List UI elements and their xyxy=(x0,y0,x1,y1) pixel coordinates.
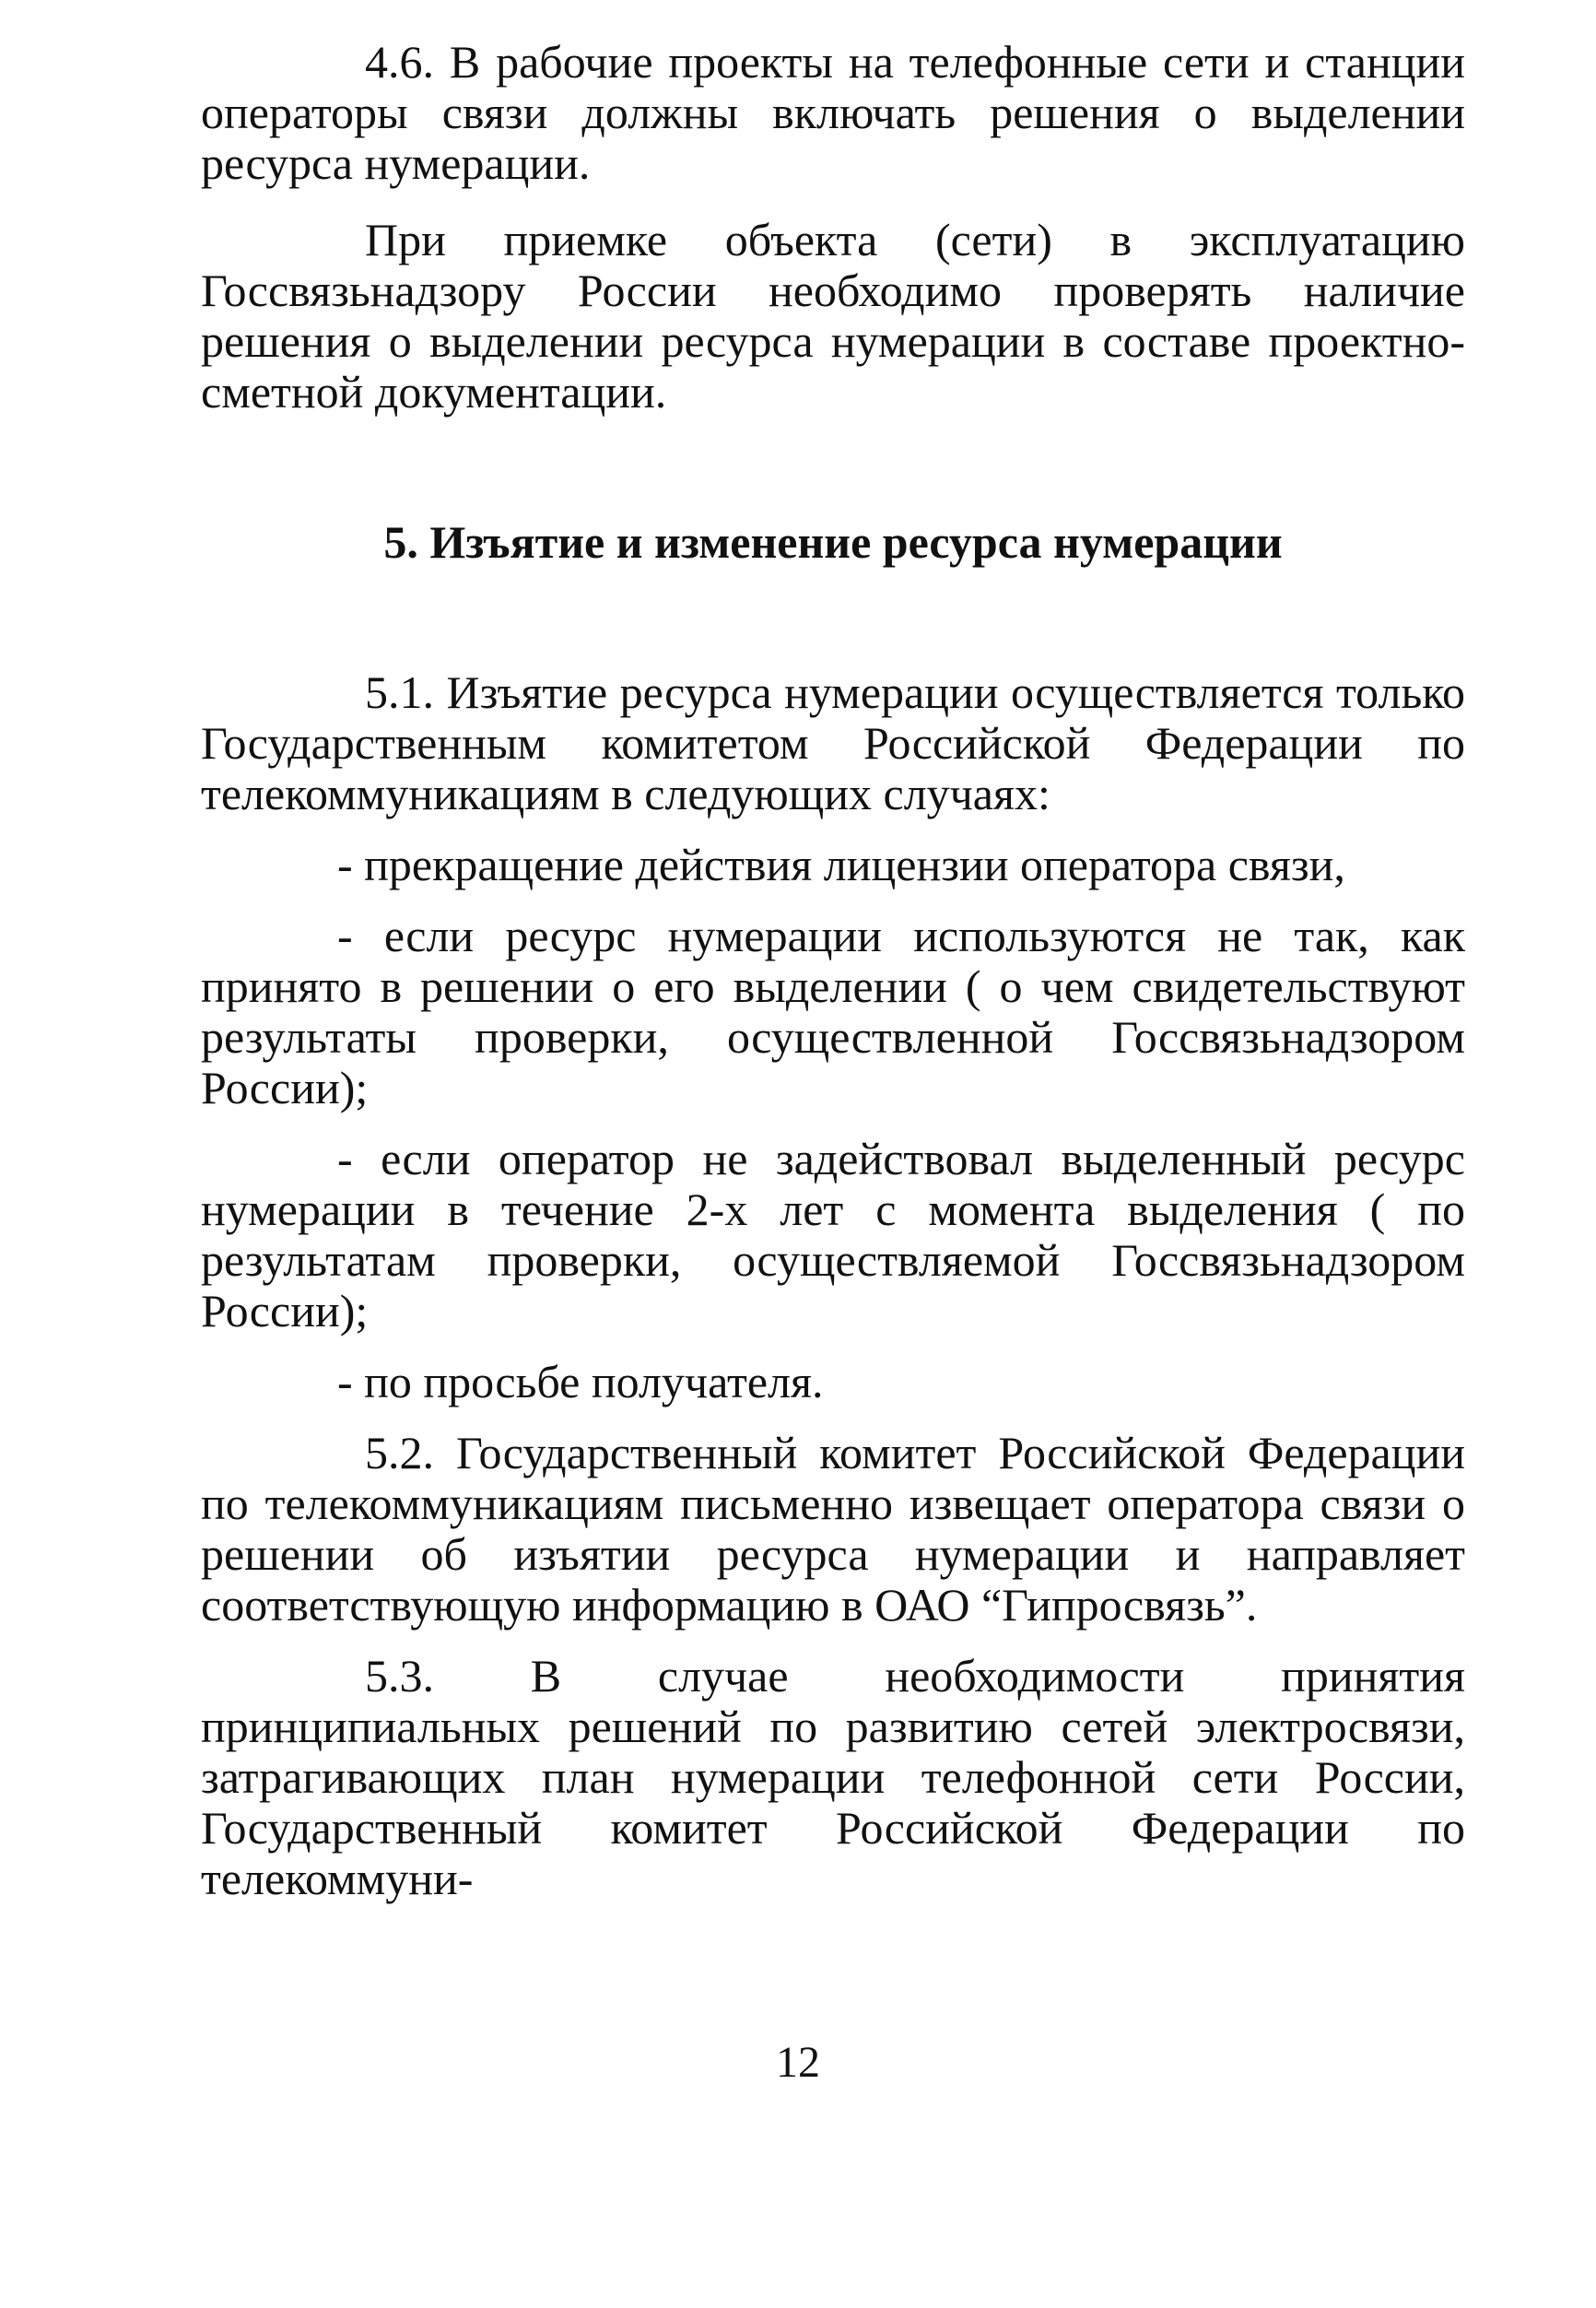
paragraph-4-6: 4.6. В рабочие проекты на телефонные сети и станции операторы связи должны включать решения о выделении ресурса нумерации. xyxy=(201,36,1465,189)
case-item-4: - по просьбе получателя. xyxy=(337,1356,824,1407)
paragraph-5-2: 5.2. Государственный комитет Российской Федерации по телекоммуникациям письменно извещает оператора связи о решении об изъятии ресурса нумерации и направляет соответствующую информацию в ОАО “Гипросвязь”. xyxy=(201,1427,1465,1631)
document-page xyxy=(201,37,1465,1925)
paragraph-acceptance: При приемке объекта (сети) в эксплуатацию Госсвязьнадзору России необходимо проверять наличие решения о выделении ресурса нумерации в составе проектно-сметной документации. xyxy=(201,214,1465,418)
paragraph-5-3: 5.3. В случае необходимости принятия принципиальных решений по развитию сетей электросвязи, затрагивающих план нумерации телефонной сети России, Государственный комитет Российской Федерации по телекоммуни- xyxy=(201,1650,1465,1904)
section-heading: 5. Изъятие и изменение ресурса нумерации xyxy=(383,516,1283,568)
case-item-3: - если оператор не задействовал выделенный ресурс нумерации в течение 2-х лет с момента выделения ( по результатам проверки, осуществляемой Госсвязьнадзором России); xyxy=(201,1133,1465,1337)
page-number: 12 xyxy=(776,2038,820,2087)
paragraph-5-1: 5.1. Изъятие ресурса нумерации осуществляется только Государственным комитетом Российской Федерации по телекоммуникациям в следующих случаях: xyxy=(201,666,1465,819)
case-item-2: - если ресурс нумерации используются не так, как принято в решении о его выделении ( о чем свидетельствуют результаты проверки, осуществленной Госсвязьнадзором России); xyxy=(201,910,1465,1113)
case-item-1: - прекращение действия лицензии оператора связи, xyxy=(337,839,1345,890)
